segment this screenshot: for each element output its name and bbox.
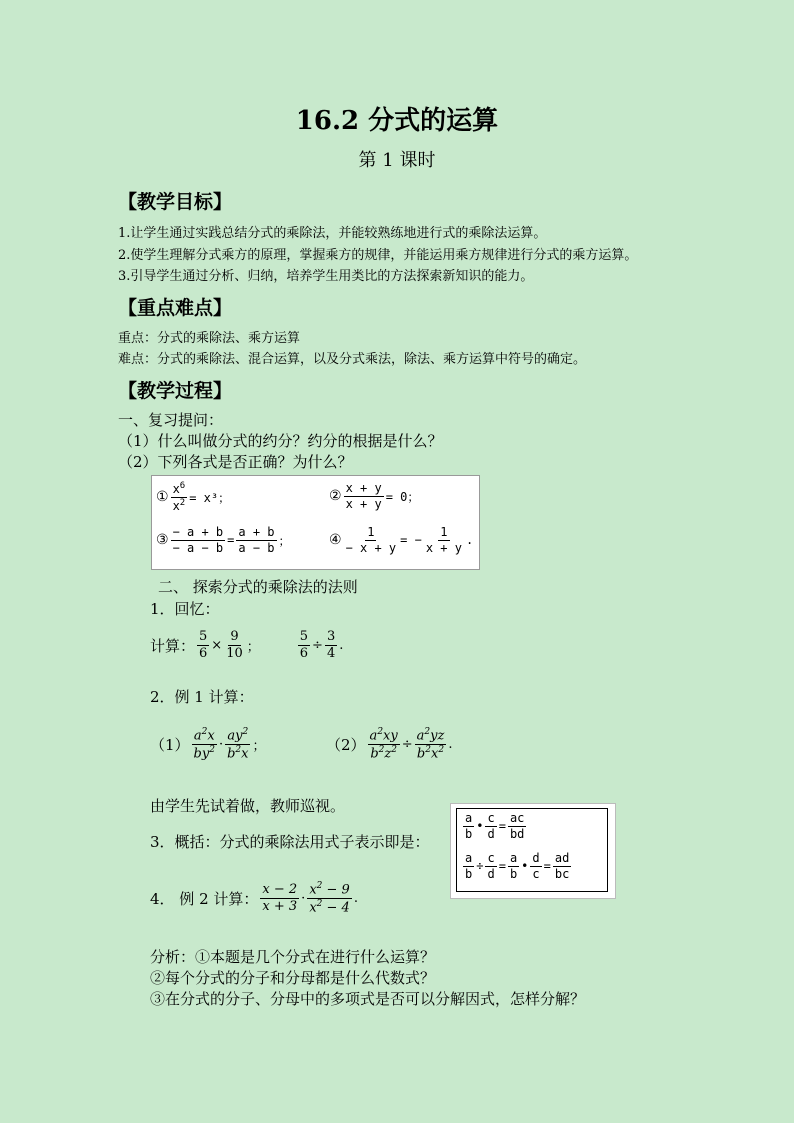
goal-1: 1.让学生通过实践总结分式的乘除法，并能较熟练地进行式的乘除法运算。 [118,226,547,241]
expression-2 [329,482,419,510]
recall-label: 1．回忆： [150,600,220,618]
example-1-b-marker: （2） [326,735,366,754]
rules-box [450,803,616,899]
goal-3: 3.引导学生通过分析、归纳，培养学生用类比的方法探索新知识的能力。 [118,269,534,284]
key-heading: 【重点难点】 [118,297,233,319]
marker-4: ④ [329,532,342,549]
fraction-ay2-b2x: $\frac{ay^2}{b^2x}$ [227,727,249,762]
page-subtitle: 第 1 课时 [358,150,436,171]
observation-text: 由学生先试着做，教师巡视。 [150,797,346,815]
question-1: （1）什么叫做分式的约分？约分的根据是什么？ [118,432,443,450]
expression-4-end: . [465,533,474,548]
calc-label: 计算： [150,636,196,655]
recall-calc: 计算： $\frac{5}{6}$ × $\frac{9}{10}$ ； $\frac{5}{6}$ ÷ $\frac{3}{4}$ . [150,629,344,661]
rules-inner-border [456,808,608,892]
question-2: （2）下列各式是否正确？为什么？ [118,453,353,471]
division-rule: $\frac{a}{b}$ ÷ $\frac{c}{d}$ = $\frac{a}{b}$ • $\frac{d}{c}$ = $\frac{ad}{bc}$ [465,851,570,881]
marker-3: ③ [156,532,169,549]
analysis-2: ②每个分式的分子和分母都是什么代数式？ [150,969,436,987]
fraction-5-6-b: $\frac{5}{6}$ [299,629,309,661]
summary-text: 3．概括：分式的乘除法用式子表示即是： [150,833,430,851]
expression-4: ④ $\frac{1}{- x + y}$ = − $\frac{1}{x + y}$ . [329,525,474,555]
example-1-a: （1） $\frac{a^2x}{by^2}$ · $\frac{ay^2}{b^2x}$ ； [150,727,266,762]
example-2-label: 4． 例 2 计算： [150,889,259,908]
goal-2: 2.使学生理解分式乘方的原理，掌握乘方的规律，并能运用乘方规律进行分式的乘方运算。 [118,248,638,263]
fraction-3-4: $\frac{3}{4}$ [326,629,336,661]
fraction-a2yz-b2x2: $\frac{a^2yz}{b^2x^2}$ [416,727,445,762]
key-point-2: 难点：分式的乘除法、混合运算，以及分式乘法，除法、乘方运算中符号的确定。 [118,352,587,367]
goals-heading: 【教学目标】 [118,191,233,213]
expression-1 [156,482,230,512]
analysis-3: ③在分式的分子、分母中的多项式是否可以分解因式，怎样分解？ [150,990,586,1008]
expression-3-end: ； [278,533,291,548]
multiplication-rule: $\frac{a}{b}$ • $\frac{c}{d}$ = $\frac{ac}{bd}$ [465,811,525,841]
fraction-3-left: $\frac{- a + b}{- a - b}$ [172,525,224,555]
expression-1-rhs: = x³； [189,490,231,505]
fraction-5-6: $\frac{5}{6}$ [199,629,208,661]
process-heading: 【教学过程】 [118,380,233,402]
fraction-3-right: $\frac{a + b}{a - b}$ [238,525,275,555]
fraction-4-right: $\frac{1}{x + y}$ [425,525,462,555]
marker-2: ② [329,488,342,505]
expression-3: ③ $\frac{- a + b}{- a - b}$ = $\frac{a + b}{a - b}$ ； [156,525,291,555]
fraction-x-minus-2: $\frac{x - 2}{x + 3}$ [262,882,298,914]
example-2: 4． 例 2 计算： $\frac{x - 2}{x + 3}$ · $\frac{x^2 - 9}{x^2 - 4}$ . [150,881,358,916]
fraction-x2-minus-9: $\frac{x^2 - 9}{x^2 - 4}$ [309,881,350,916]
fraction-a2xy-b2z2: $\frac{a^2xy}{b^2z^2}$ [369,727,398,762]
analysis-1: 分析：①本题是几个分式在进行什么运算？ [150,948,436,966]
fraction-x6-over-x2: $\frac{x^6}{x^2}$ [172,481,186,513]
example-1-label: 2．例 1 计算： [150,688,254,706]
marker-1: ① [156,489,169,506]
part-2-heading: 二、 探索分式的乘除法的法则 [158,578,358,596]
key-point-1: 重点：分式的乘除法、乘方运算 [118,331,301,346]
fraction-a2x-by2: $\frac{a^2x}{by^2}$ [193,727,215,762]
fraction-sum-over-sum: $\frac{x + y}{x + y}$ [345,481,382,511]
expression-2-rhs: = 0； [385,489,420,504]
fraction-4-left: $\frac{1}{- x + y}$ [345,525,397,555]
review-heading: 一、复习提问： [118,411,224,429]
review-expressions-box [151,475,480,570]
fraction-9-10: $\frac{9}{10}$ [226,629,243,661]
example-1-a-marker: （1） [150,735,190,754]
example-1-b: （2） $\frac{a^2xy}{b^2z^2}$ ÷ $\frac{a^2yz}{b^2x^2}$ . [326,727,453,762]
page-title: 16.2 分式的运算 [295,106,499,136]
